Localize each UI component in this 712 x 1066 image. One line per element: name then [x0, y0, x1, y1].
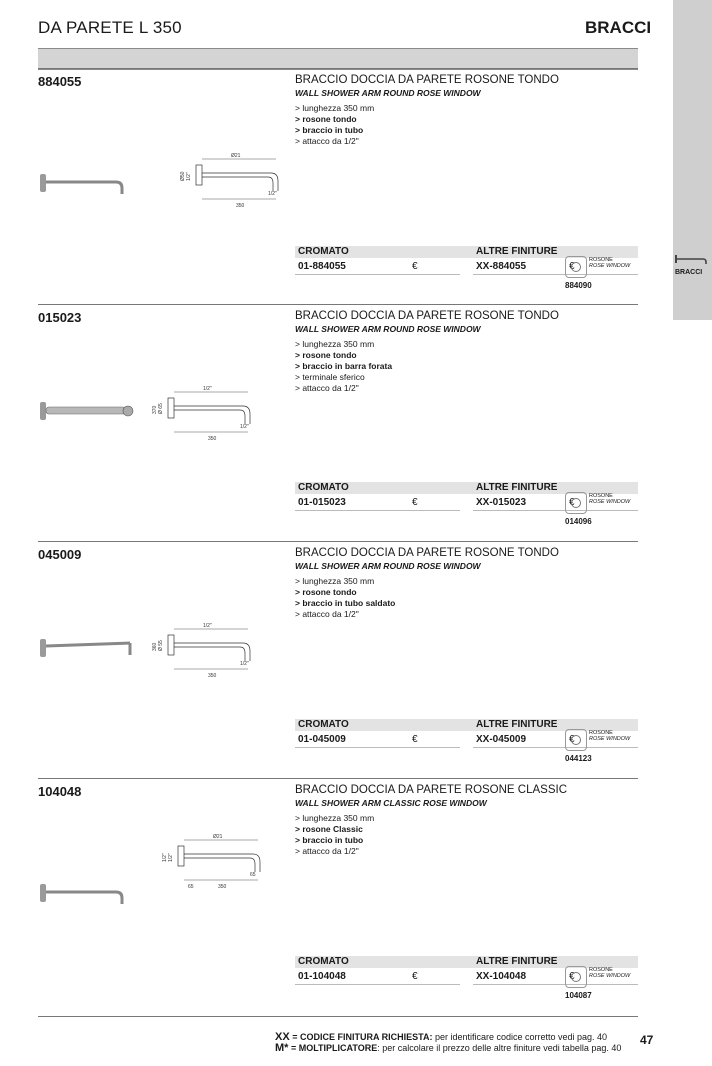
wall-rose — [40, 884, 46, 902]
drawing-arm — [202, 173, 278, 191]
drawing-arm-inner — [202, 177, 273, 191]
wall-rose — [40, 639, 46, 657]
section-divider — [38, 541, 638, 542]
rose-code: 044123 — [565, 754, 592, 763]
rose-label-it: ROSONE — [589, 257, 613, 263]
rose-code: 884090 — [565, 281, 592, 290]
drawing-arm-inner — [174, 410, 245, 424]
feature-item: > attacco da 1/2" — [295, 383, 359, 393]
rose-window-icon — [565, 729, 587, 751]
arm-bar — [46, 643, 130, 646]
product-subtitle: WALL SHOWER ARM CLASSIC ROSE WINDOW — [295, 798, 487, 808]
technical-drawing — [148, 384, 258, 444]
side-tab[interactable] — [673, 0, 712, 320]
other-price: € — [569, 734, 575, 745]
dimension-label: 1/2" — [186, 172, 192, 181]
dimension-label: 350 — [208, 436, 217, 442]
col-other-label: ALTRE FINITURE — [476, 482, 558, 493]
rose-window-icon — [565, 492, 587, 514]
feature-item: > lunghezza 350 mm — [295, 813, 375, 823]
product-title: BRACCIO DOCCIA DA PARETE ROSONE TONDO — [295, 74, 559, 86]
dimension-label: 1/2" — [240, 661, 249, 667]
technical-drawing — [158, 832, 268, 892]
section-divider — [38, 778, 638, 779]
dimension-label: 1/2" — [162, 853, 168, 862]
dimension-label: 1/2" — [203, 386, 212, 392]
product-photo — [38, 164, 138, 204]
category-title: BRACCI — [585, 18, 652, 37]
feature-item: > lunghezza 350 mm — [295, 576, 375, 586]
dimension-label: 350 — [218, 884, 227, 890]
header-bar — [38, 48, 638, 70]
price-underline — [295, 984, 460, 985]
col-chrome-label: CROMATO — [298, 719, 349, 730]
rose-code: 014096 — [565, 517, 592, 526]
rose-code: 104087 — [565, 991, 592, 1000]
footer-text: : per calcolare il prezzo delle altre finiture vedi tabella pag. 40 — [377, 1043, 622, 1053]
arm-end — [123, 406, 133, 416]
other-code: XX-104048 — [476, 971, 527, 982]
other-price: € — [569, 971, 575, 982]
feature-item: > attacco da 1/2" — [295, 609, 359, 619]
drawing-rose — [196, 165, 202, 185]
footer-bold: = MOLTIPLICATORE — [288, 1043, 378, 1053]
chrome-price: € — [412, 971, 418, 982]
feature-item: > rosone tondo — [295, 350, 357, 360]
drawing-arm — [174, 643, 250, 661]
product-section — [38, 778, 638, 1014]
feature-item: > braccio in tubo — [295, 125, 364, 135]
product-title: BRACCIO DOCCIA DA PARETE ROSONE TONDO — [295, 310, 559, 322]
other-code: XX-015023 — [476, 497, 527, 508]
product-section — [38, 304, 638, 540]
arm-bar — [46, 182, 122, 194]
dimension-label: 1/2" — [168, 853, 174, 862]
product-photo — [38, 874, 138, 914]
dimension-label: 350 — [236, 203, 245, 209]
technical-drawing — [176, 151, 286, 211]
technical-drawing — [148, 621, 258, 681]
rose-option — [565, 729, 645, 769]
product-subtitle: WALL SHOWER ARM ROUND ROSE WINDOW — [295, 324, 481, 334]
other-price: € — [569, 497, 575, 508]
other-code: XX-884055 — [476, 261, 527, 272]
product-code: 015023 — [38, 310, 82, 325]
dimension-label: 1/2" — [240, 424, 249, 430]
product-photo — [38, 392, 138, 432]
shower-arm-icon — [675, 253, 709, 265]
other-code: XX-045009 — [476, 734, 527, 745]
rose-option — [565, 256, 645, 296]
footer-bold: = CODICE FINITURA RICHIESTA: — [289, 1032, 433, 1042]
rose-label-en: ROSE WINDOW — [589, 736, 631, 742]
feature-item: > rosone tondo — [295, 587, 357, 597]
dimension-label: Ø50 — [180, 171, 186, 181]
product-section — [38, 68, 638, 304]
feature-item: > braccio in barra forata — [295, 361, 393, 371]
rose-label-en: ROSE WINDOW — [589, 499, 631, 505]
product-subtitle: WALL SHOWER ARM ROUND ROSE WINDOW — [295, 561, 481, 571]
price-underline — [295, 747, 460, 748]
footer-note-multiplier — [275, 1042, 621, 1054]
feature-list — [295, 576, 395, 620]
chrome-price: € — [412, 497, 418, 508]
product-subtitle: WALL SHOWER ARM ROUND ROSE WINDOW — [295, 88, 481, 98]
col-other-label: ALTRE FINITURE — [476, 719, 558, 730]
feature-list — [295, 103, 374, 147]
dimension-label: Ø21 — [231, 153, 241, 159]
rose-option — [565, 492, 645, 532]
rose-option — [565, 966, 645, 1006]
rose-window-icon — [565, 966, 587, 988]
feature-item: > terminale sferico — [295, 372, 365, 382]
drawing-rose — [168, 398, 174, 418]
feature-item: > rosone Classic — [295, 824, 363, 834]
col-chrome-label: CROMATO — [298, 246, 349, 257]
section-divider — [38, 304, 638, 305]
rose-window-icon — [565, 256, 587, 278]
price-underline — [295, 510, 460, 511]
wall-rose — [40, 402, 46, 420]
dimension-label: Ø21 — [213, 834, 223, 840]
drawing-arm-inner — [174, 647, 245, 661]
feature-item: > attacco da 1/2" — [295, 136, 359, 146]
page-number: 47 — [640, 1033, 654, 1047]
chrome-code: 01-884055 — [298, 261, 346, 272]
feature-item: > rosone tondo — [295, 114, 357, 124]
rose-label-en: ROSE WINDOW — [589, 263, 631, 269]
rose-label-it: ROSONE — [589, 730, 613, 736]
footer-text: per identificare codice corretto vedi pag. 40 — [432, 1032, 608, 1042]
drawing-arm — [174, 406, 250, 424]
feature-item: > braccio in tubo — [295, 835, 364, 845]
dimension-label: 1/2" — [268, 191, 277, 197]
dimension-label: 65 — [250, 872, 256, 878]
drawing-arm-inner — [184, 858, 255, 872]
footer-key: XX — [275, 1031, 290, 1043]
feature-list — [295, 813, 374, 857]
arm-bar — [46, 407, 126, 414]
feature-item: > braccio in tubo saldato — [295, 598, 396, 608]
feature-item: > lunghezza 350 mm — [295, 103, 375, 113]
section-divider — [38, 68, 638, 69]
rose-label-it: ROSONE — [589, 967, 613, 973]
drawing-rose — [178, 846, 184, 866]
dimension-label: 360 — [152, 642, 158, 651]
footer-divider — [38, 1016, 638, 1017]
product-photo — [38, 629, 138, 669]
col-other-label: ALTRE FINITURE — [476, 956, 558, 967]
chrome-code: 01-015023 — [298, 497, 346, 508]
chrome-price: € — [412, 734, 418, 745]
price-underline — [295, 274, 460, 275]
col-other-label: ALTRE FINITURE — [476, 246, 558, 257]
chrome-price: € — [412, 261, 418, 272]
product-code: 045009 — [38, 547, 82, 562]
drawing-arm — [184, 854, 260, 872]
dimension-label: 350 — [208, 673, 217, 679]
other-price: € — [569, 261, 575, 272]
footer-key: M* — [275, 1042, 289, 1054]
drawing-rose — [168, 635, 174, 655]
product-title: BRACCIO DOCCIA DA PARETE ROSONE CLASSIC — [295, 784, 568, 796]
side-tab-label: BRACCI — [675, 269, 703, 276]
product-section — [38, 541, 638, 777]
dimension-label: 370 — [152, 405, 158, 414]
feature-item: > lunghezza 350 mm — [295, 339, 375, 349]
chrome-code: 01-104048 — [298, 971, 346, 982]
dimension-label: 1/2" — [203, 623, 212, 629]
product-code: 104048 — [38, 784, 82, 799]
product-title: BRACCIO DOCCIA DA PARETE ROSONE TONDO — [295, 547, 559, 559]
col-chrome-label: CROMATO — [298, 956, 349, 967]
chrome-code: 01-045009 — [298, 734, 346, 745]
wall-rose — [40, 174, 46, 192]
dimension-label: 65 — [188, 884, 194, 890]
feature-item: > attacco da 1/2" — [295, 846, 359, 856]
col-chrome-label: CROMATO — [298, 482, 349, 493]
arm-bar — [46, 892, 122, 904]
product-code: 884055 — [38, 74, 82, 89]
rose-label-it: ROSONE — [589, 493, 613, 499]
dimension-label: Ø 65 — [158, 403, 164, 414]
feature-list — [295, 339, 392, 394]
page-title: DA PARETE L 350 — [38, 18, 182, 37]
dimension-label: Ø 55 — [158, 640, 164, 651]
rose-label-en: ROSE WINDOW — [589, 973, 631, 979]
